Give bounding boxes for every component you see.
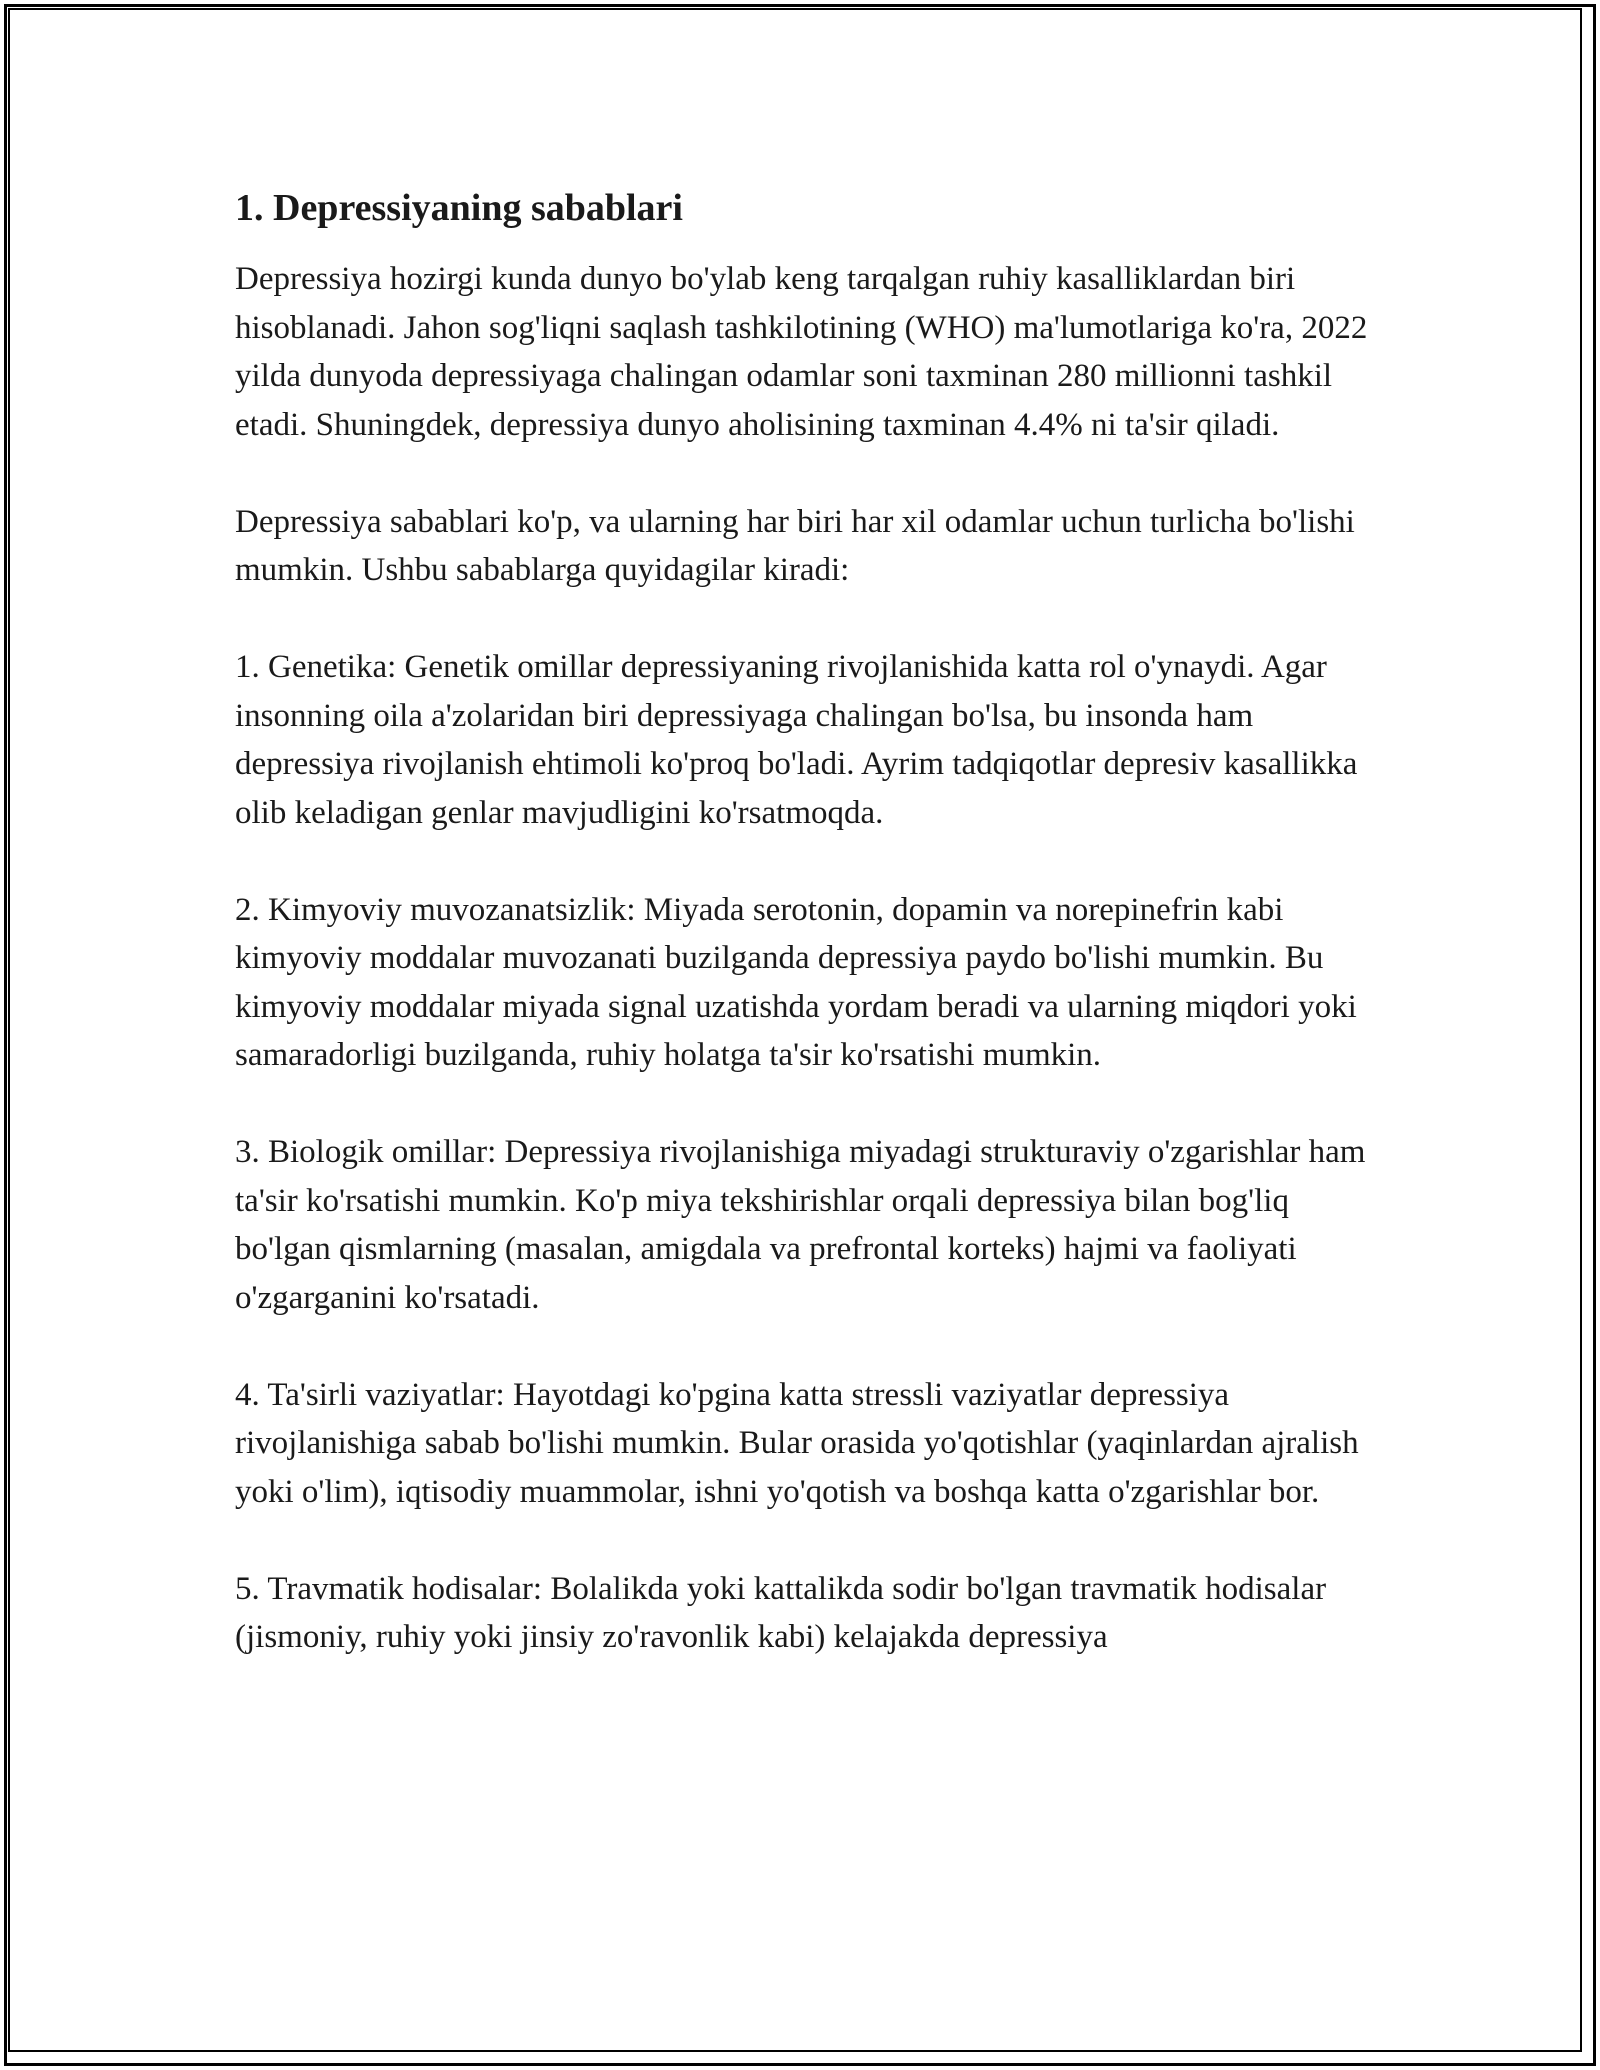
paragraph-causes-overview: Depressiya sabablari ko'p, va ularning har biri har xil odamlar uchun turlicha bo'lishi mumkin. Ushbu sabablarga quyidagilar kiradi:	[235, 503, 1355, 588]
paragraph-intro: Depressiya hozirgi kunda dunyo bo'ylab keng tarqalgan ruhiy kasalliklardan biri hisoblanadi. Jahon sog'liqni saqlash tashkilotining (WHO) ma'lumotlariga ko'ra, 2022 yilda dunyoda depressiyaga chalingan odamlar soni taxminan 280 millionni tashkil etadi. Shuningdek, depressiya dunyo aholisining taxminan 4.4% ni ta'sir qiladi.	[235, 261, 1368, 443]
paragraph-genetics: 1. Genetika: Genetik omillar depressiyaning rivojlanishida katta rol o'ynaydi. Agar insonning oila a'zolaridan biri depressiyaga chalingan bo'lsa, bu insonda ham depressiya rivojlanish ehtimoli ko'proq bo'ladi. Ayrim tadqiqotlar depresiv kasallikka olib keladigan genlar mavjudligini ko'rsatmoqda.	[235, 649, 1358, 831]
paragraph-traumatic-events: 5. Travmatik hodisalar: Bolalikda yoki kattalikda sodir bo'lgan travmatik hodisalar (jismoniy, ruhiy yoki jinsiy zo'ravonlik kabi) kelajakda depressiya	[235, 1570, 1327, 1655]
document-body	[235, 185, 1380, 1710]
paragraph-biological-factors: 3. Biologik omillar: Depressiya rivojlanishiga miyadagi strukturaviy o'zgarishlar ham ta'sir ko'rsatishi mumkin. Ko'p miya tekshirishlar orqali depressiya bilan bog'liq bo'lgan qismlarning (masalan, amigdala va prefrontal korteks) hajmi va faoliyati o'zgarganini ko'rsatadi.	[235, 1134, 1366, 1316]
section-heading: 1. Depressiyaning sabablari	[235, 187, 683, 229]
paragraph-chemical-imbalance: 2. Kimyoviy muvozanatsizlik: Miyada serotonin, dopamin va norepinefrin kabi kimyoviy moddalar muvozanati buzilganda depressiya paydo bo'lishi mumkin. Bu kimyoviy moddalar miyada signal uzatishda yordam beradi va ularning miqdori yoki samaradorligi buzilganda, ruhiy holatga ta'sir ko'rsatishi mumkin.	[235, 891, 1357, 1073]
paragraph-stressful-situations: 4. Ta'sirli vaziyatlar: Hayotdagi ko'pgina katta stressli vaziyatlar depressiya rivojlanishiga sabab bo'lishi mumkin. Bular orasida yo'qotishlar (yaqinlardan ajralish yoki o'lim), iqtisodiy muammolar, ishni yo'qotish va boshqa katta o'zgarishlar bor.	[235, 1376, 1359, 1510]
